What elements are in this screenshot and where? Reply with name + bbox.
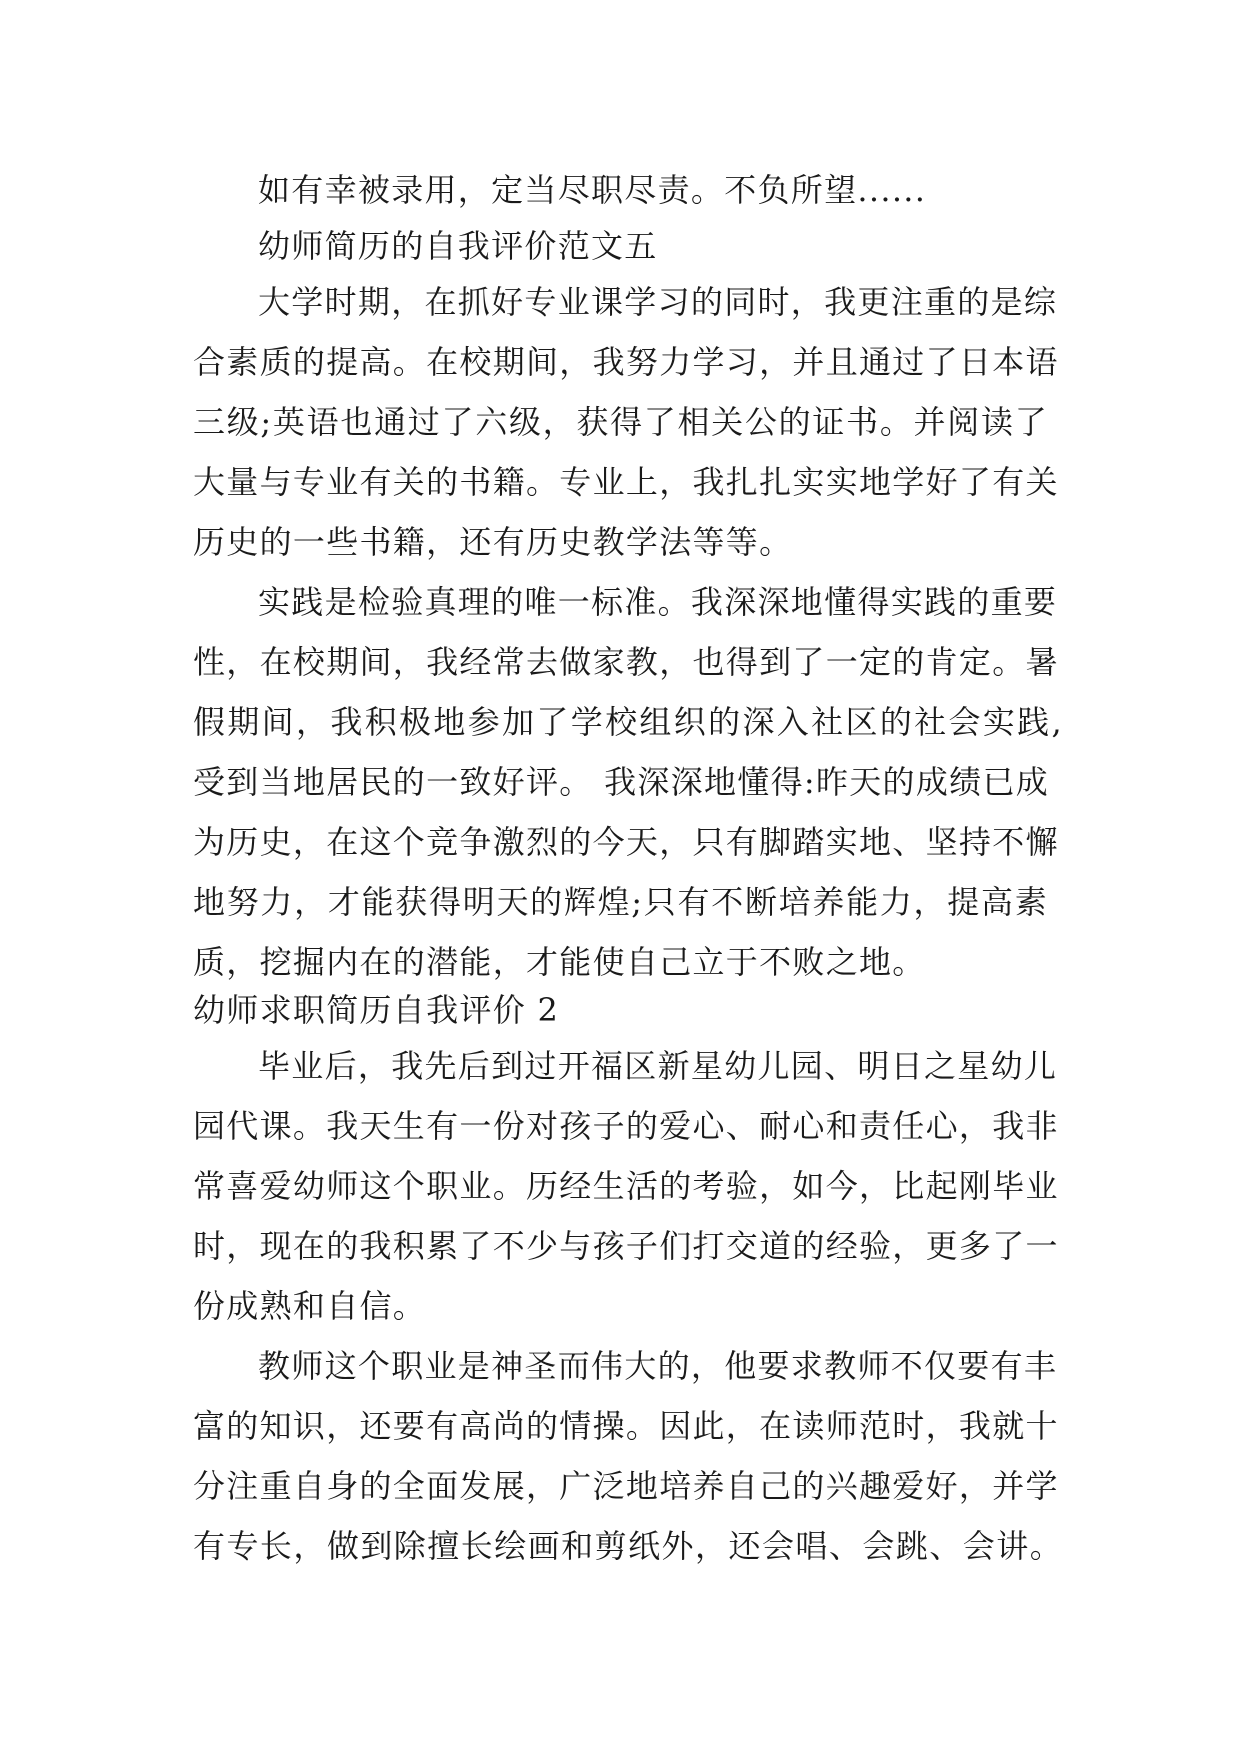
paragraph-line: 性，在校期间，我经常去做家教，也得到了一定的肯定。暑 [193,643,1059,681]
section-heading: 幼师简历的自我评价范文五 [258,227,658,265]
paragraph-line: 时，现在的我积累了不少与孩子们打交道的经验，更多了一 [193,1227,1059,1265]
paragraph-line: 教师这个职业是神圣而伟大的，他要求教师不仅要有丰 [258,1347,1058,1385]
paragraph-line: 常喜爱幼师这个职业。历经生活的考验，如今，比起刚毕业 [193,1167,1059,1205]
paragraph-line: 受到当地居民的一致好评。 我深深地懂得:昨天的成绩已成 [193,763,1050,801]
paragraph-line: 历史的一些书籍，还有历史教学法等等。 [193,523,793,561]
paragraph-line: 大学时期，在抓好专业课学习的同时，我更注重的是综 [258,283,1058,321]
paragraph-line: 实践是检验真理的唯一标准。我深深地懂得实践的重要 [258,583,1058,621]
section-heading: 幼师求职简历自我评价 2 [193,991,560,1029]
paragraph-line: 富的知识，还要有高尚的情操。因此，在读师范时，我就十 [193,1407,1059,1445]
paragraph-line: 大量与专业有关的书籍。专业上，我扎扎实实地学好了有关 [193,463,1059,501]
paragraph-line: 份成熟和自信。 [193,1287,427,1325]
paragraph-line: 毕业后，我先后到过开福区新星幼儿园、明日之星幼儿 [258,1047,1058,1085]
paragraph-line: 假期间，我积极地参加了学校组织的深入社区的社会实践, [193,703,1063,741]
paragraph-line: 合素质的提高。在校期间，我努力学习，并且通过了日本语 [193,343,1059,381]
paragraph-line: 分注重自身的全面发展，广泛地培养自己的兴趣爱好，并学 [193,1467,1059,1505]
paragraph-line: 园代课。我天生有一份对孩子的爱心、耐心和责任心，我非 [193,1107,1059,1145]
paragraph-line: 三级;英语也通过了六级，获得了相关公的证书。并阅读了 [193,403,1048,441]
paragraph-line: 质，挖掘内在的潜能，才能使自己立于不败之地。 [193,943,926,981]
paragraph-line: 为历史，在这个竞争激烈的今天，只有脚踏实地、坚持不懈 [193,823,1059,861]
paragraph-line: 如有幸被录用，定当尽职尽责。不负所望...... [258,171,927,209]
paragraph-line: 地努力，才能获得明天的辉煌;只有不断培养能力，提高素 [193,883,1048,921]
paragraph-line: 有专长，做到除擅长绘画和剪纸外，还会唱、会跳、会讲。 [193,1527,1063,1565]
